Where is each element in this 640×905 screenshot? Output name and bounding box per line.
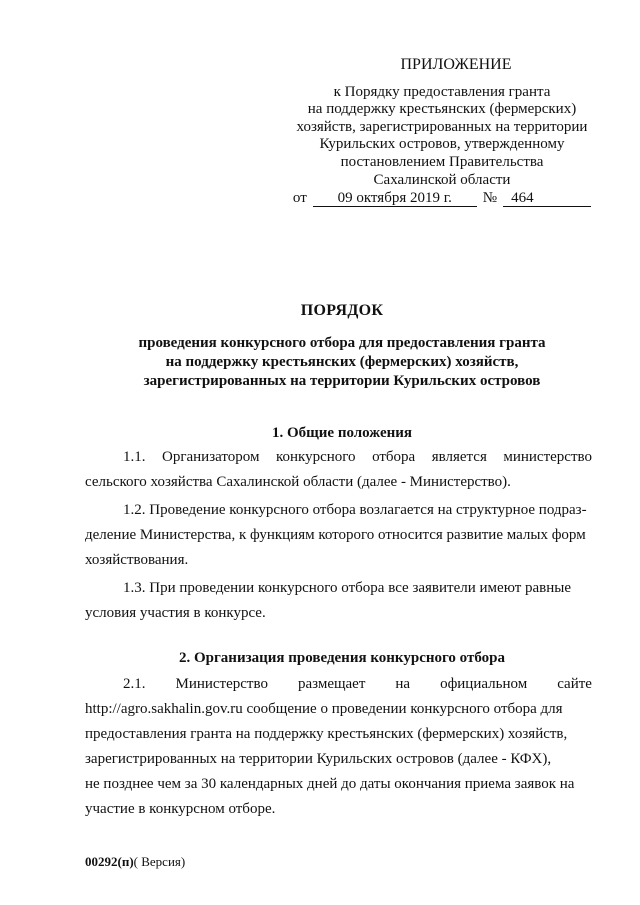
from-label: от [292,190,307,207]
document-footer [85,854,185,870]
paragraph-line: не позднее чем за 30 календарных дней до даты окончания приема заявок на [85,776,575,792]
word: на [395,676,411,692]
paragraph-1-1 [85,445,592,495]
section-1-heading: 1. Общие положения [271,425,413,441]
appendix-line: на поддержку крестьянских (фермерских) [307,101,577,118]
paragraph-line: деление Министерства, к функциям которого относится развитие малых форм [85,527,586,543]
word: является [431,449,487,465]
word: Министерство [175,676,268,692]
paragraph-line: хозяйствования. [85,552,189,568]
word: 2.1. [123,676,146,692]
paragraph-line: условия участия в конкурсе. [85,605,266,621]
paragraph-2-1 [85,672,592,822]
paragraph-line-justified [85,672,592,697]
word: конкурсного [275,449,356,465]
document-version: ( Версия) [133,854,186,869]
document-subtitle-line: на поддержку крестьянских (фермерских) хозяйств, [165,354,519,370]
paragraph-1-3 [85,576,592,626]
number-label: № [482,190,498,207]
paragraph-line: http://agro.sakhalin.gov.ru сообщение о проведении конкурсного отбора для [85,701,563,717]
section-2-heading: 2. Организация проведения конкурсного отбора [178,650,505,666]
appendix-line: хозяйств, зарегистрированных на территории [296,118,588,135]
paragraph-line-justified [85,445,592,470]
paragraph-1-2 [85,498,592,573]
document-subtitle-line: зарегистрированных на территории Курильских островов [143,373,541,389]
word: Организатором [162,449,260,465]
word: размещает [297,676,366,692]
word: отбора [372,449,416,465]
paragraph-line: сельского хозяйства Сахалинской области (далее - Министерство). [85,474,511,490]
order-reference [282,190,602,208]
appendix-line: к Порядку предоставления гранта [333,83,551,100]
paragraph-line: зарегистрированных на территории Курильских островов (далее - КФХ), [85,751,552,767]
paragraph-line: участие в конкурсном отборе. [85,801,276,817]
word: 1.1. [123,449,146,465]
paragraph-line: 1.3. При проведении конкурсного отбора все заявители имеют равные [123,580,572,596]
word: официальном [440,676,528,692]
document-main-title: ПОРЯДОК [300,302,384,319]
paragraph-line: 1.2. Проведение конкурсного отбора возлагается на структурное подраз- [123,502,587,518]
paragraph-line: предоставления гранта на поддержку крестьянских (фермерских) хозяйств, [85,726,568,742]
appendix-line: постановлением Правительства [340,153,544,170]
order-number: 464 [503,190,591,207]
document-subtitle-line: проведения конкурсного отбора для предоставления гранта [138,335,546,351]
order-date: 09 октября 2019 г. [313,190,477,207]
appendix-line: Курильских островов, утвержденному [319,136,565,153]
document-title [40,302,640,391]
appendix-block [282,56,602,208]
word: министерство [503,449,592,465]
appendix-line: Сахалинской области [373,171,511,188]
document-code: 00292(п) [85,854,134,869]
word: сайте [557,676,592,692]
appendix-title: ПРИЛОЖЕНИЕ [400,56,512,73]
